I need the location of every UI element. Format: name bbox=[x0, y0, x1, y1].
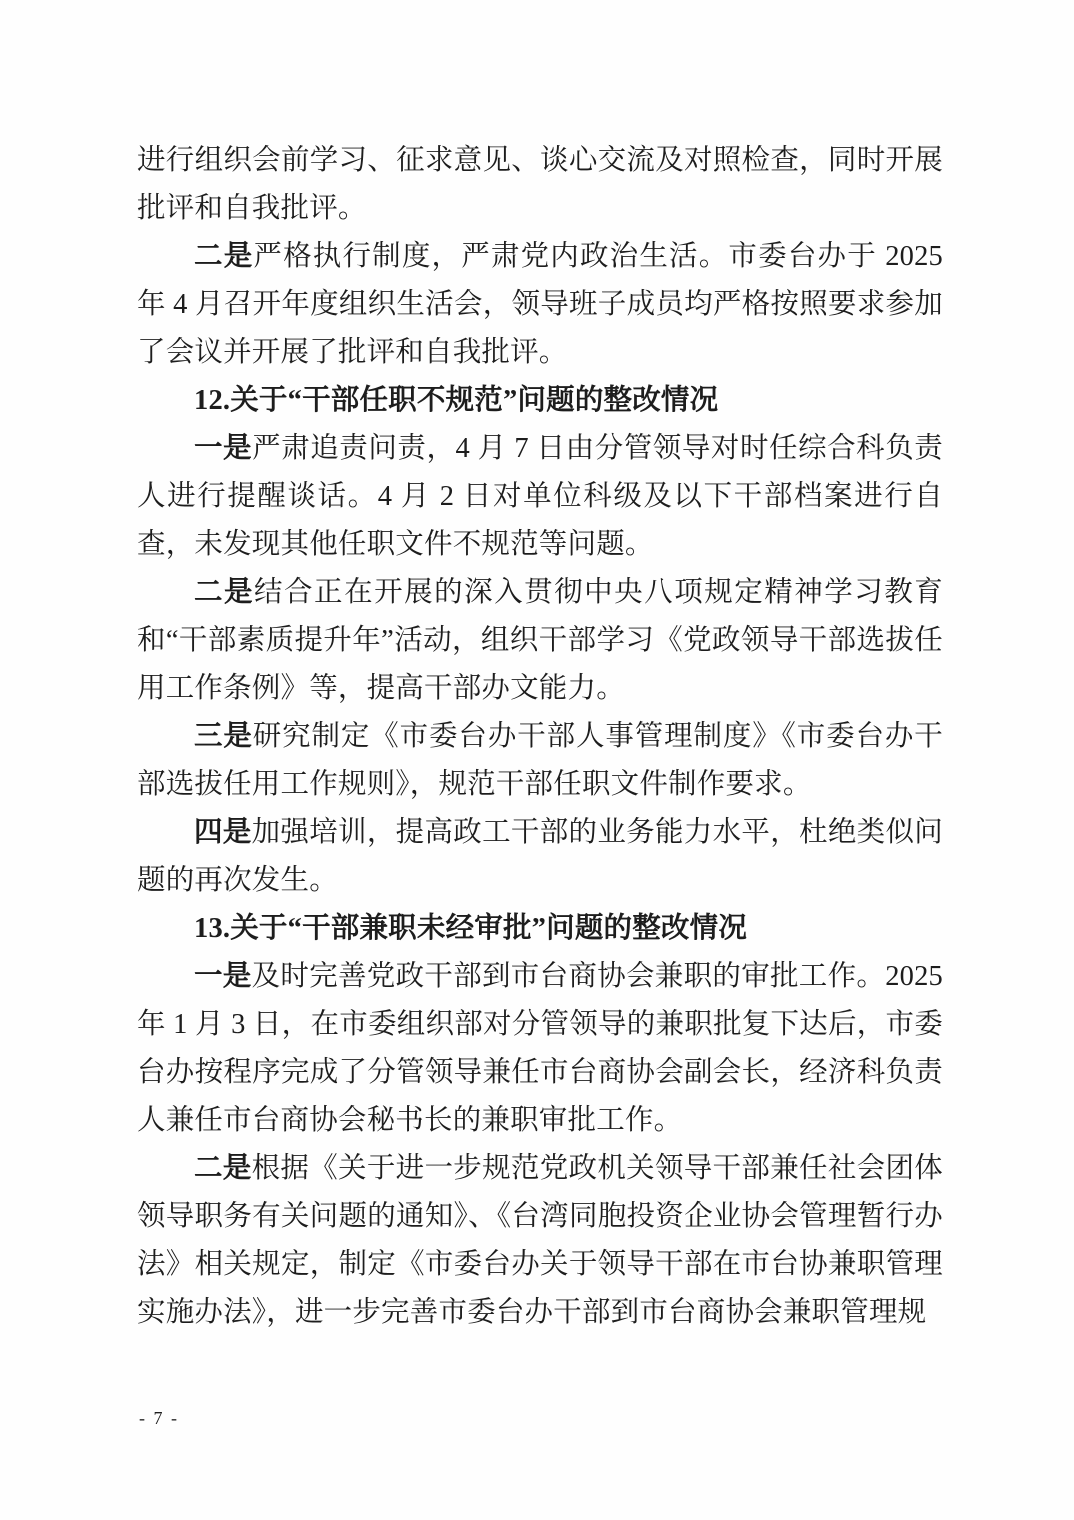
section-heading bbox=[137, 377, 943, 425]
paragraph bbox=[137, 569, 943, 713]
paragraph-lead: 二是 bbox=[194, 241, 254, 272]
section-heading-text: 12.关于“干部任职不规范”问题的整改情况 bbox=[194, 385, 719, 416]
paragraph-text: 加强培训，提高政工干部的业务能力水平，杜绝类似问题的再次发生。 bbox=[137, 817, 943, 896]
paragraph-text: 及时完善党政干部到市台商协会兼职的审批工作。2025 年 1 月 3 日，在市委组织部对分管领导的兼职批复下达后，市委台办按程序完成了分管领导兼任市台商协会副会长，经济科负责人兼任市台商协会秘书长的兼职审批工作。 bbox=[137, 961, 944, 1136]
paragraph-lead: 一是 bbox=[194, 961, 252, 992]
paragraph bbox=[137, 233, 943, 377]
paragraph-text: 研究制定《市委台办干部人事管理制度》《市委台办干部选拔任用工作规则》，规范干部任职文件制作要求。 bbox=[137, 721, 943, 800]
paragraph bbox=[137, 953, 943, 1145]
paragraph-text: 进行组织会前学习、征求意见、谈心交流及对照检查，同时开展批评和自我批评。 bbox=[137, 145, 943, 224]
paragraph-lead: 一是 bbox=[194, 433, 253, 464]
paragraph bbox=[137, 425, 943, 569]
paragraph bbox=[137, 137, 943, 233]
section-heading-text: 13.关于“干部兼职未经审批”问题的整改情况 bbox=[194, 913, 748, 944]
paragraph-text: 严肃追责问责，4 月 7 日由分管领导对时任综合科负责人进行提醒谈话。4 月 2 日对单位科级及以下干部档案进行自查，未发现其他任职文件不规范等问题。 bbox=[137, 433, 943, 560]
document-body bbox=[137, 137, 943, 1337]
page-number: - 7 - bbox=[139, 1408, 179, 1428]
paragraph-text: 根据《关于进一步规范党政机关领导干部兼任社会团体领导职务有关问题的通知》、《台湾同胞投资企业协会管理暂行办法》相关规定，制定《市委台办关于领导干部在市台协兼职管理实施办法》，进一步完善市委台办干部到市台商协会兼职管理规 bbox=[137, 1153, 943, 1328]
paragraph-text: 结合正在开展的深入贯彻中央八项规定精神学习教育和“干部素质提升年”活动，组织干部学习《党政领导干部选拔任用工作条例》等，提高干部办文能力。 bbox=[137, 577, 943, 704]
paragraph-lead: 四是 bbox=[194, 817, 252, 848]
paragraph-lead: 二是 bbox=[194, 1153, 252, 1184]
section-heading bbox=[137, 905, 943, 953]
paragraph bbox=[137, 713, 943, 809]
paragraph bbox=[137, 809, 943, 905]
paragraph-text: 严格执行制度，严肃党内政治生活。市委台办于 2025 年 4 月召开年度组织生活会，领导班子成员均严格按照要求参加了会议并开展了批评和自我批评。 bbox=[137, 241, 944, 368]
paragraph bbox=[137, 1145, 943, 1337]
paragraph-lead: 二是 bbox=[194, 577, 255, 608]
paragraph-lead: 三是 bbox=[194, 721, 253, 752]
